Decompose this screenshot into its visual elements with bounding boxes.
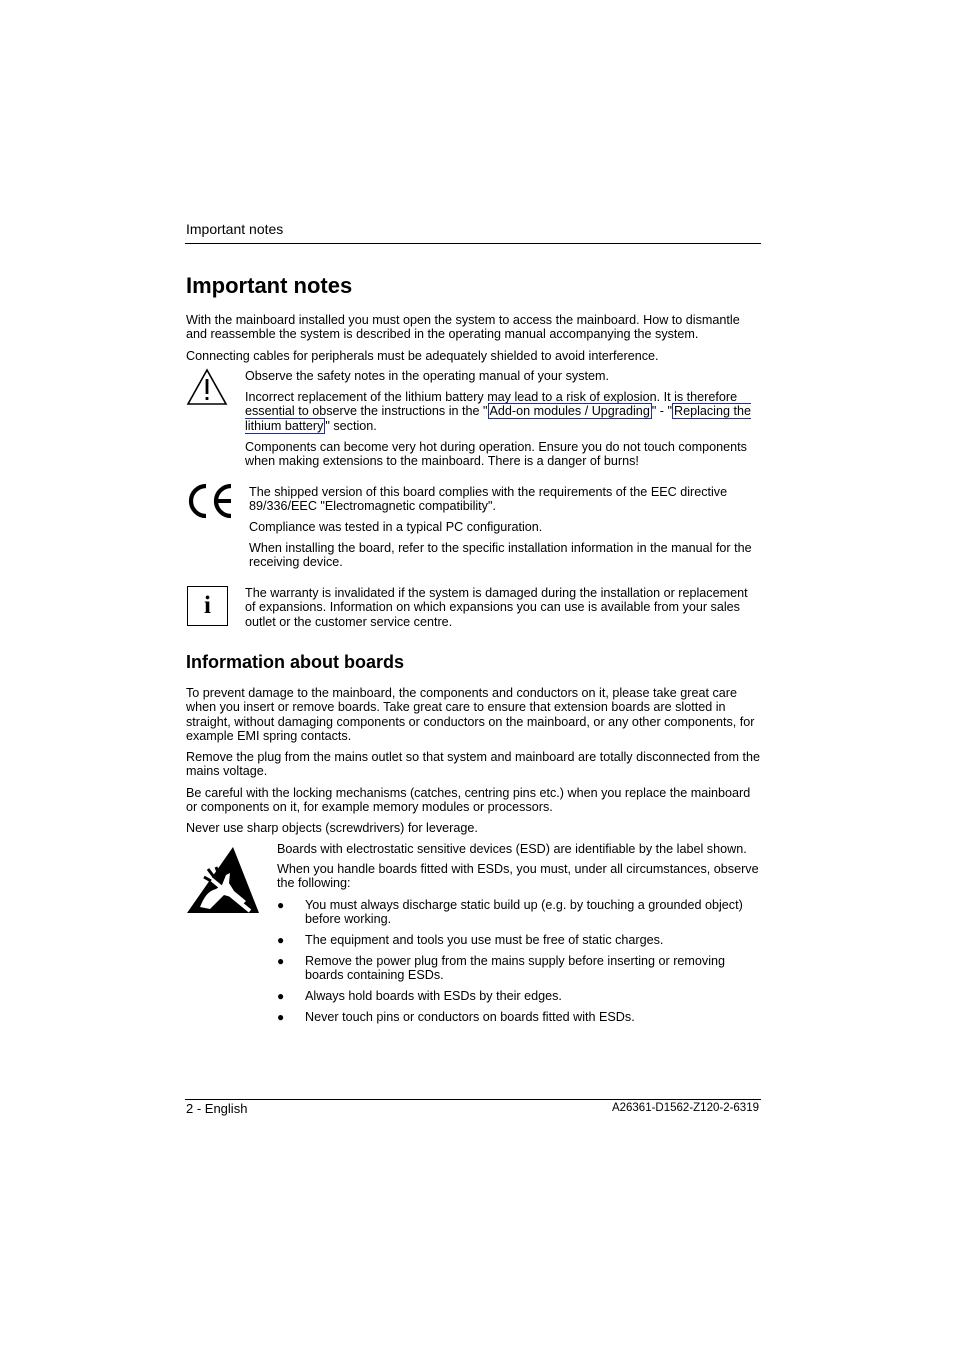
running-head: Important notes [186, 221, 284, 237]
boards-paragraph-1: To prevent damage to the mainboard, the components and conductors on it, please take great care when you insert or remove boards. Take great care to ensure that extension boards are slotted in straight, without damaging components or conductors on the mainboard, or any other components, for example EMI spring contacts. [186, 686, 755, 744]
burn-warning: Components can become very hot during operation. Ensure you do not touch components when making extensions to the mainboard. There is a danger of burns! [245, 440, 747, 469]
esd-handling: When you handle boards fitted with ESDs, you must, under all circumstances, observe the following: [277, 862, 759, 891]
list-item-text: The equipment and tools you use must be free of static charges. [305, 933, 664, 947]
bullet-icon: ● [277, 1010, 285, 1024]
bullet-icon: ● [277, 954, 285, 968]
battery-warning [245, 390, 755, 433]
list-item-text: Never touch pins or conductors on boards fitted with ESDs. [305, 1010, 635, 1024]
info-icon: i [187, 586, 228, 626]
warning-triangle-icon [186, 368, 228, 406]
esd-warning-icon [186, 845, 260, 915]
footer-rule [185, 1099, 761, 1100]
boards-paragraph-4: Never use sharp objects (screwdrivers) for leverage. [186, 821, 478, 835]
link-add-on-modules[interactable]: Add-on modules / Upgrading [489, 404, 650, 419]
link-replacing-battery[interactable]: Replacing the lithium battery [245, 404, 751, 433]
esd-identifiable: Boards with electrostatic sensitive devices (ESD) are identifiable by the label shown. [277, 842, 747, 856]
ce-tested: Compliance was tested in a typical PC configuration. [249, 520, 543, 534]
header-rule [185, 243, 761, 244]
intro-paragraph: With the mainboard installed you must open the system to access the mainboard. How to dismantle and reassemble the system is described in the operating manual accompanying the system. [186, 313, 740, 342]
ce-mark-icon [186, 483, 234, 519]
list-item-text: You must always discharge static build up (e.g. by touching a grounded object) before working. [305, 898, 743, 927]
bullet-icon: ● [277, 933, 285, 947]
shielding-paragraph: Connecting cables for peripherals must be adequately shielded to avoid interference. [186, 349, 659, 363]
warranty-note: The warranty is invalidated if the system is damaged during the installation or replacement of expansions. Information on which expansions you can use is available from your sales outlet or the customer service centre. [245, 586, 748, 629]
ce-compliance: The shipped version of this board complies with the requirements of the EEC directive 89/336/EEC "Electromagnetic compatibility". [249, 485, 728, 514]
boards-paragraph-3: Be careful with the locking mechanisms (catches, centring pins etc.) when you replace the mainboard or components on it, for example memory modules or processors. [186, 786, 751, 815]
boards-paragraph-2: Remove the plug from the mains outlet so that system and mainboard are totally disconnected from the mains voltage. [186, 750, 761, 779]
ce-installing: When installing the board, refer to the specific installation information in the manual for the receiving device. [249, 541, 752, 570]
list-item-text: Remove the power plug from the mains supply before inserting or removing boards containing ESDs. [305, 954, 725, 983]
list-item-text: Always hold boards with ESDs by their edges. [305, 989, 562, 1003]
battery-warning-sep: " - " [651, 404, 672, 419]
battery-warning-text: Incorrect replacement of the lithium battery may lead to a risk of explosion. It is therefore essential to observe the instructions in the " [245, 390, 738, 419]
section-title-boards: Information about boards [186, 652, 404, 672]
document-number: A26361-D1562-Z120-2-6319 [611, 1102, 759, 1114]
bullet-icon: ● [277, 989, 285, 1003]
page-title: Important notes [186, 273, 353, 298]
battery-warning-end: " section. [325, 418, 377, 433]
page-number: 2 - English [186, 1101, 248, 1116]
safety-note: Observe the safety notes in the operating manual of your system. [245, 369, 610, 383]
bullet-icon: ● [277, 898, 285, 912]
